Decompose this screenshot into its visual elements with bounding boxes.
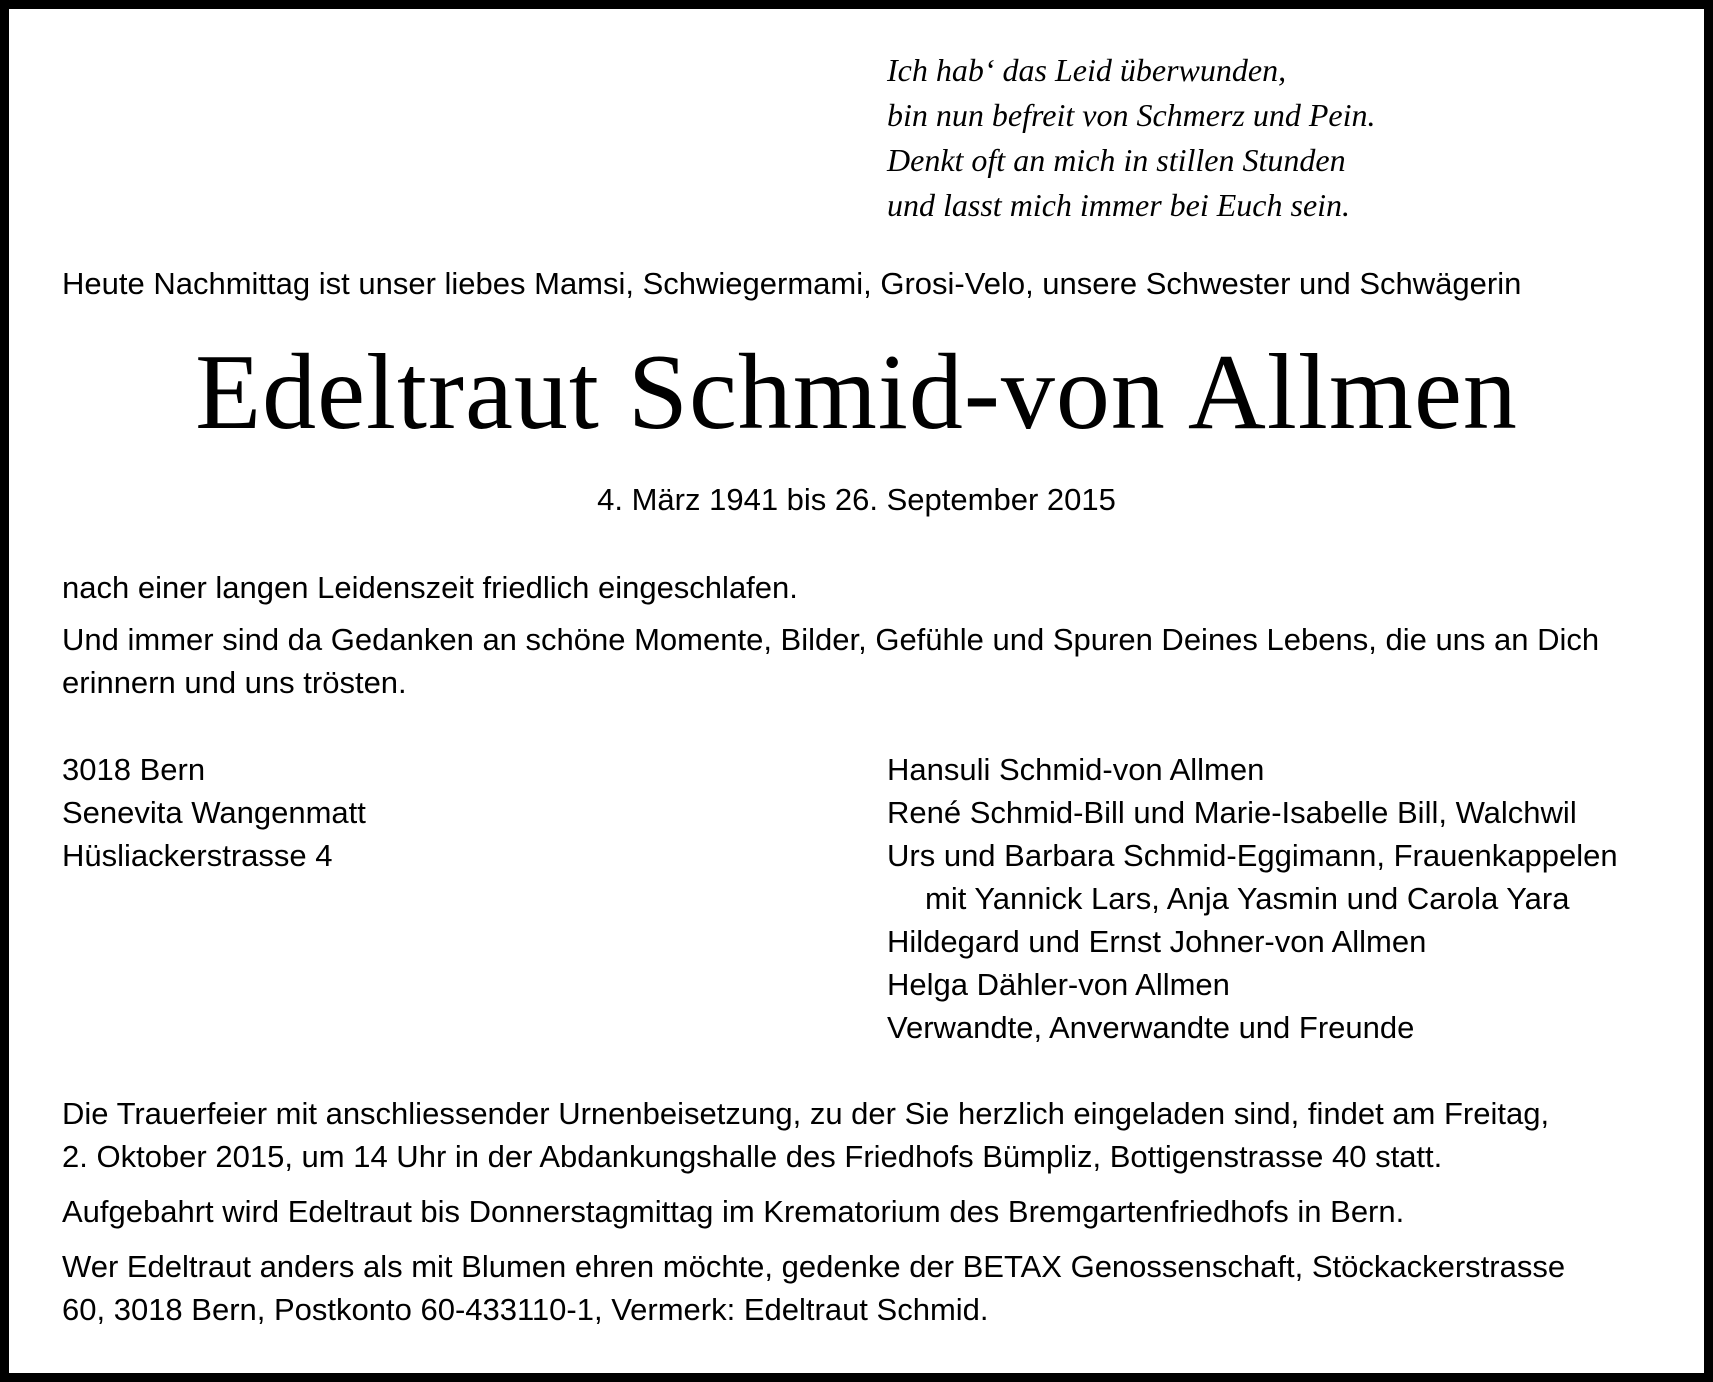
poem-line: Ich hab‘ das Leid überwunden,	[887, 52, 1287, 88]
mourner-line: René Schmid-Bill und Marie-Isabelle Bill, Walchwil	[887, 795, 1577, 830]
mourner-line: Hansuli Schmid-von Allmen	[887, 752, 1265, 787]
donation-line: 60, 3018 Bern, Postkonto 60-433110-1, Vermerk: Edeltraut Schmid.	[62, 1292, 989, 1327]
passing-text: nach einer langen Leidenszeit friedlich eingeschlafen.	[62, 570, 798, 605]
ceremony-line: Die Trauerfeier mit anschliessender Urnenbeisetzung, zu der Sie herzlich eingeladen sind, findet am Freitag,	[62, 1096, 1550, 1131]
mourner-line: Urs und Barbara Schmid-Eggimann, Frauenkappelen	[887, 838, 1618, 873]
address-line: Senevita Wangenmatt	[62, 795, 366, 830]
ceremony-line: 2. Oktober 2015, um 14 Uhr in der Abdankungshalle des Friedhofs Bümpliz, Bottigenstrasse 40 statt.	[62, 1139, 1443, 1174]
mourner-line: Helga Dähler-von Allmen	[887, 967, 1230, 1002]
memory-line: erinnern und uns trösten.	[62, 665, 407, 700]
mourner-line: mit Yannick Lars, Anja Yasmin und Carola Yara	[925, 881, 1570, 916]
deceased-name: Edeltraut Schmid-von Allmen	[195, 333, 1518, 452]
donation-line: Wer Edeltraut anders als mit Blumen ehren möchte, gedenke der BETAX Genossenschaft, Stöckackerstrasse	[62, 1249, 1566, 1284]
donation-text	[62, 1245, 1565, 1331]
life-dates: 4. März 1941 bis 26. September 2015	[597, 482, 1116, 517]
memory-line: Und immer sind da Gedanken an schöne Momente, Bilder, Gefühle und Spuren Deines Lebens, die uns an Dich	[62, 622, 1600, 657]
mourner-line: Hildegard und Ernst Johner-von Allmen	[887, 924, 1427, 959]
intro-text: Heute Nachmittag ist unser liebes Mamsi, Schwiegermami, Grosi-Velo, unsere Schwester und Schwägerin	[62, 266, 1522, 301]
address-block	[62, 748, 366, 877]
poem-line: Denkt oft an mich in stillen Stunden	[887, 142, 1346, 178]
mourner-line: Verwandte, Anverwandte und Freunde	[887, 1010, 1415, 1045]
viewing-text: Aufgebahrt wird Edeltraut bis Donnerstagmittag im Krematorium des Bremgartenfriedhofs in Bern.	[62, 1194, 1405, 1229]
poem-line: bin nun befreit von Schmerz und Pein.	[887, 97, 1376, 133]
poem-line: und lasst mich immer bei Euch sein.	[887, 187, 1351, 223]
mourners-list	[887, 748, 1618, 1049]
poem	[887, 48, 1376, 228]
memory-text	[62, 618, 1599, 704]
ceremony-text	[62, 1092, 1549, 1178]
address-line: 3018 Bern	[62, 752, 206, 787]
address-line: Hüsliackerstrasse 4	[62, 838, 333, 873]
